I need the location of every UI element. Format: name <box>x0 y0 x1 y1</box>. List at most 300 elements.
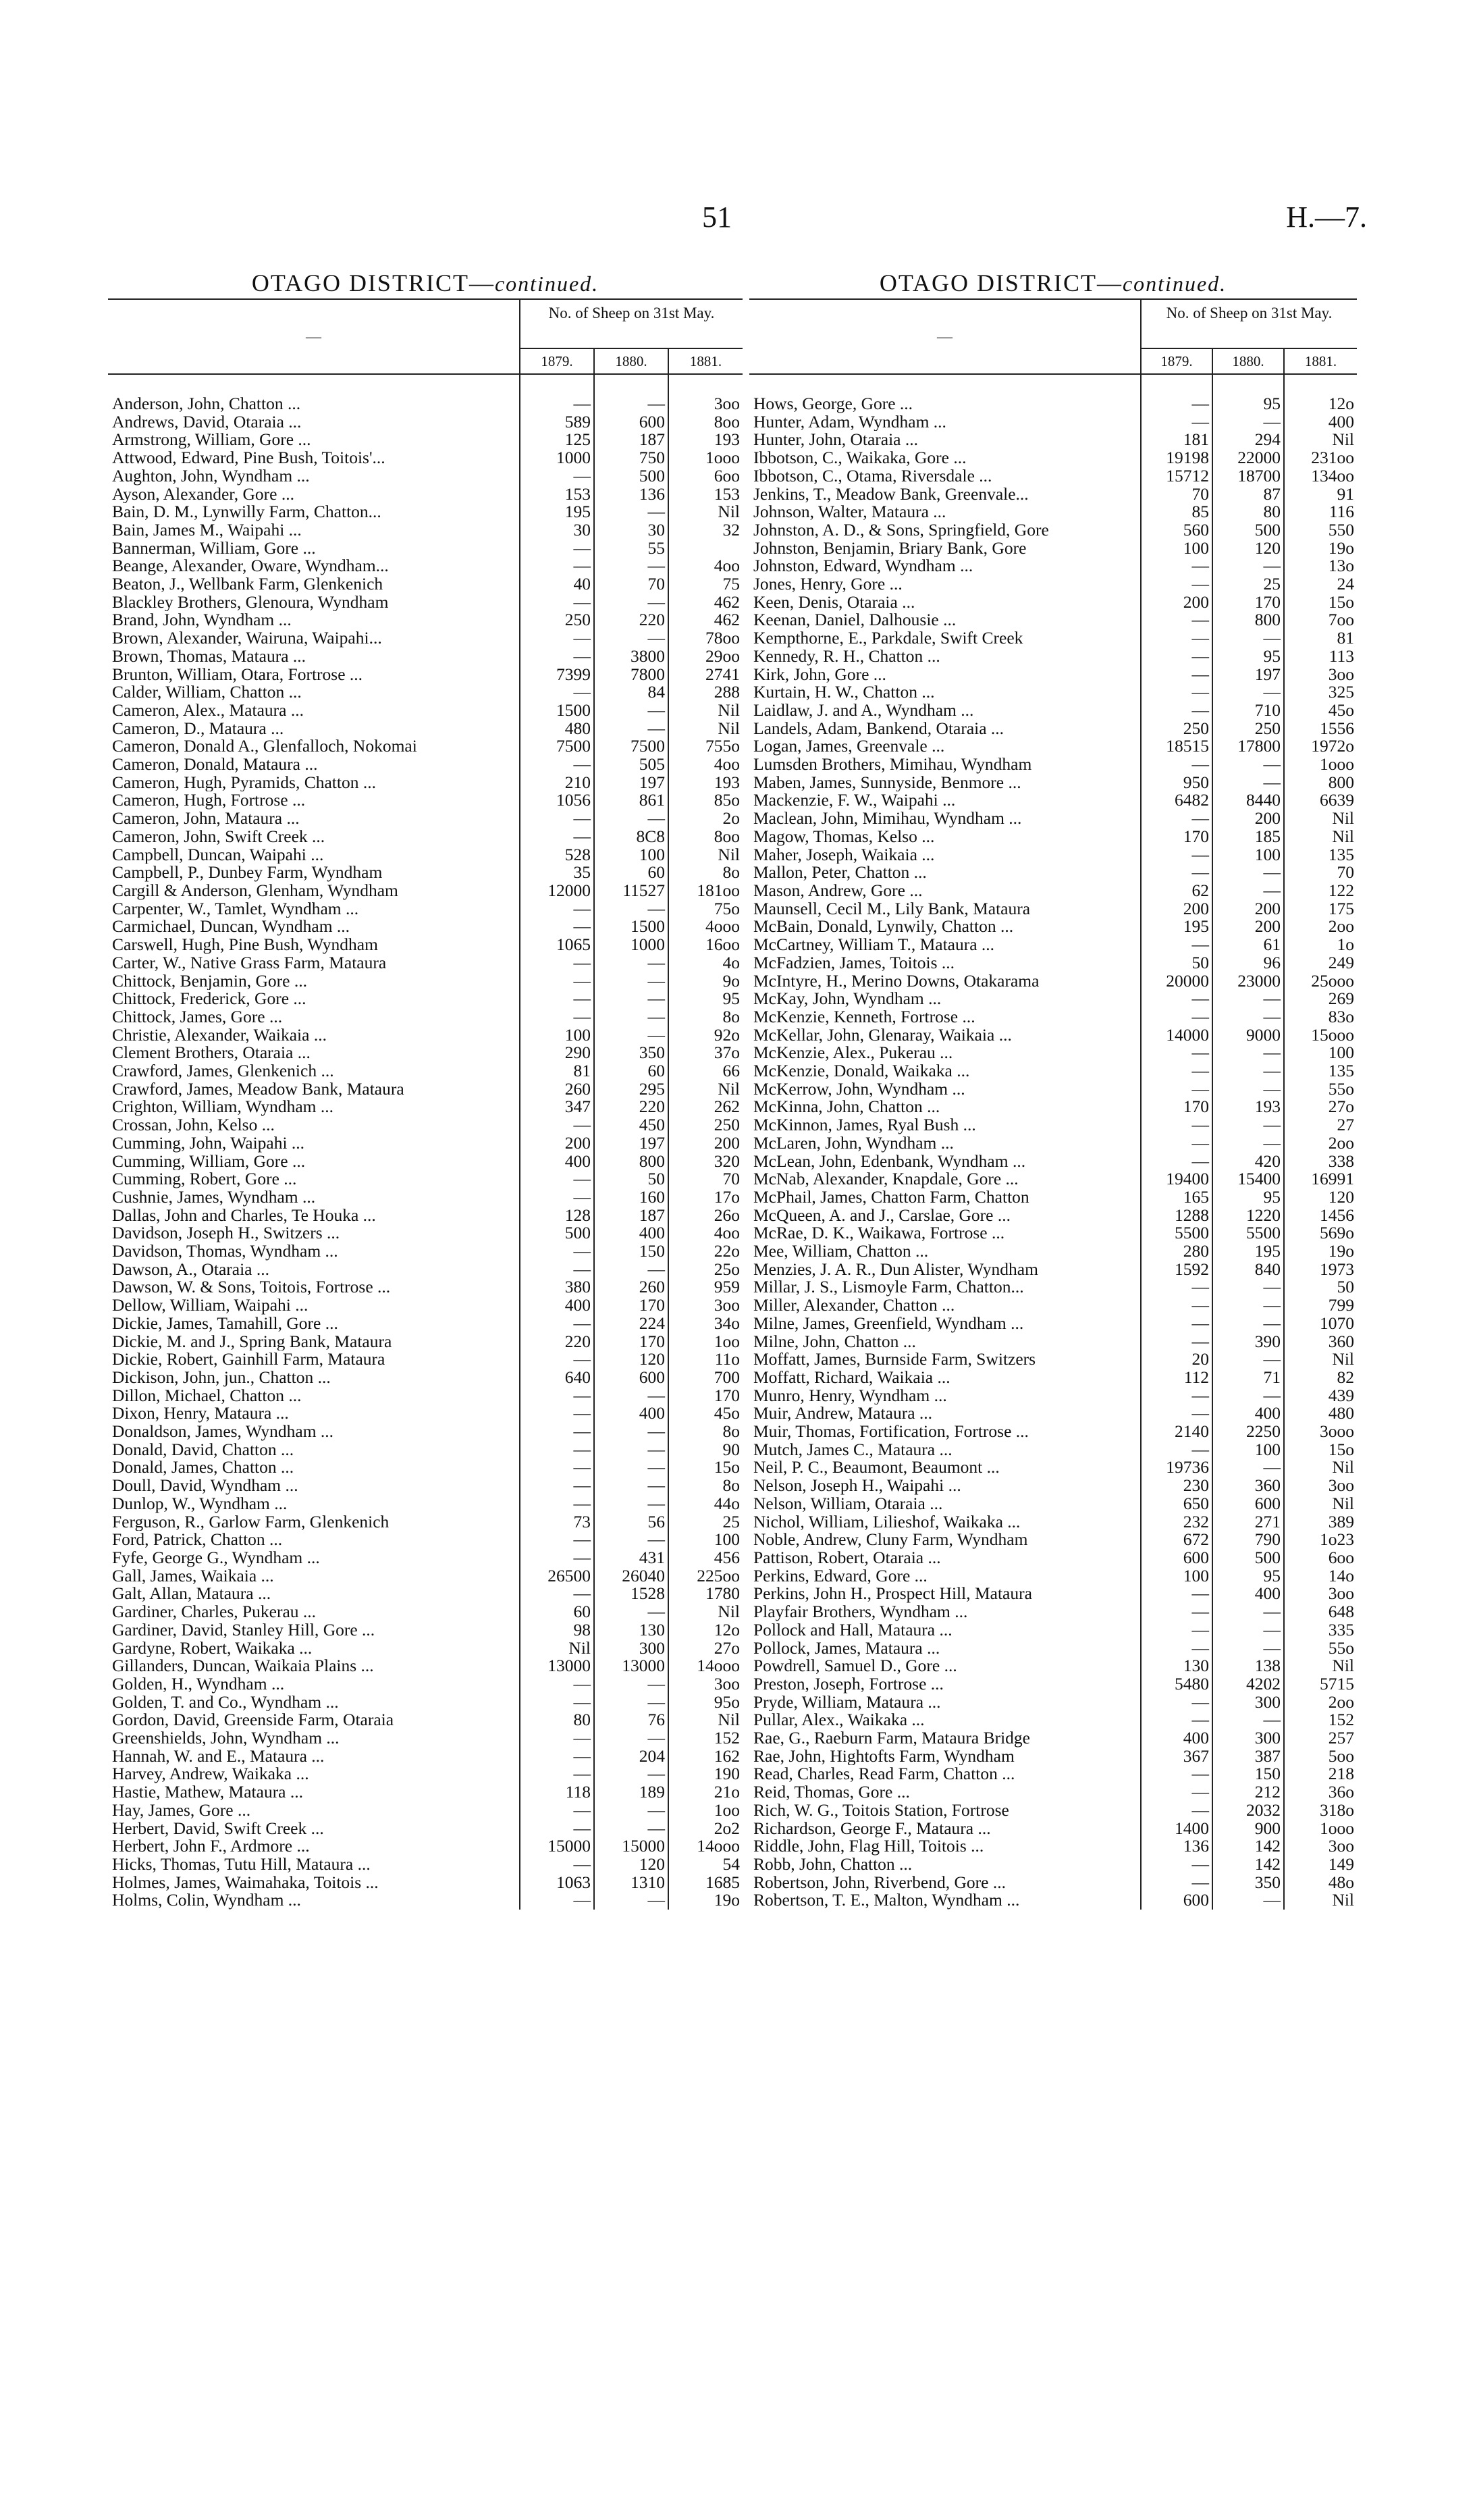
table-body <box>749 374 1357 1910</box>
owner-name-cell: Riddle, John, Flag Hill, Toitois ... <box>753 1837 984 1856</box>
sheep-count-cell: 431 <box>594 1549 668 1567</box>
table-row <box>749 575 1357 594</box>
owner-name-cell: Johnson, Walter, Mataura ... <box>753 503 946 521</box>
sheep-count-cell: 335 <box>1284 1621 1357 1639</box>
table-row <box>108 1242 743 1261</box>
sheep-count-cell: 120 <box>594 1856 668 1874</box>
owner-name-cell: Hastie, Mathew, Mataura ... <box>112 1783 304 1802</box>
sheep-count-cell: 350 <box>1212 1874 1284 1892</box>
table-row <box>749 828 1357 846</box>
table-row <box>749 521 1357 540</box>
owner-name-cell: Hows, George, Gore ... <box>753 394 913 413</box>
table-row <box>108 1261 743 1279</box>
table-row <box>108 1387 743 1405</box>
sheep-count-cell: — <box>1141 683 1212 702</box>
sheep-count-cell: 100 <box>668 1531 743 1549</box>
sheep-count-cell: 600 <box>1141 1891 1212 1910</box>
owner-name-cell: Blackley Brothers, Glenoura, Wyndham <box>112 593 389 612</box>
year-header: 1879. <box>1141 348 1212 374</box>
owner-name-cell: Kurtain, H. W., Chatton ... <box>753 683 935 702</box>
owner-name-cell: Fyfe, George G., Wyndham ... <box>112 1549 320 1567</box>
owner-name-cell: Aughton, John, Wyndham ... <box>112 467 310 485</box>
owner-name-cell: Bannerman, William, Gore ... <box>112 539 316 558</box>
owner-name-cell: Neil, P. C., Beaumont, Beaumont ... <box>753 1459 1000 1477</box>
table-row <box>108 1062 743 1080</box>
table-row <box>108 1513 743 1531</box>
owner-name-cell: McFadzien, James, Toitois ... <box>753 953 955 972</box>
sheep-count-cell: — <box>520 1477 594 1495</box>
table-row <box>749 1729 1357 1748</box>
owner-name-cell: Millar, J. S., Lismoyle Farm, Chatton... <box>753 1278 1024 1297</box>
table-row <box>749 1856 1357 1874</box>
owner-name-cell: Beange, Alexander, Oware, Wyndham... <box>112 557 389 576</box>
sheep-count-cell: — <box>1141 1278 1212 1296</box>
sheep-count-cell: 528 <box>520 846 594 864</box>
owner-name-cell: Beaton, J., Wellbank Farm, Glenkenich <box>112 575 383 594</box>
table-row <box>749 1026 1357 1045</box>
table-row <box>749 1098 1357 1116</box>
table-row <box>108 774 743 792</box>
table-row <box>749 1621 1357 1639</box>
sheep-count-cell: 367 <box>1141 1748 1212 1766</box>
owner-name-cell: Pollock, James, Mataura ... <box>753 1639 940 1658</box>
sheep-count-cell: 181oo <box>668 882 743 900</box>
owner-name-cell: Nelson, Joseph H., Waipahi ... <box>753 1477 961 1495</box>
owner-name-cell: McNab, Alexander, Knapdale, Gore ... <box>753 1170 1019 1188</box>
sheep-count-cell: 6oo <box>668 467 743 485</box>
sheep-count-cell: — <box>1141 1765 1212 1783</box>
table-row <box>108 1621 743 1639</box>
table-row <box>108 431 743 449</box>
sheep-count-cell: 112 <box>1141 1369 1212 1387</box>
table-row <box>749 900 1357 918</box>
sheep-count-cell: 1456 <box>1284 1207 1357 1225</box>
owner-name-cell: Andrews, David, Otaraia ... <box>112 413 302 431</box>
owner-name-cell: Pullar, Alex., Waikaka ... <box>753 1711 925 1730</box>
sheep-count-cell: — <box>1212 774 1284 792</box>
sheep-count-cell: 120 <box>1284 1188 1357 1207</box>
sheep-count-cell: — <box>1141 413 1212 431</box>
owner-name-cell: Richardson, George F., Mataura ... <box>753 1819 991 1838</box>
year-header: 1880. <box>1212 348 1284 374</box>
sheep-count-cell: 153 <box>668 485 743 504</box>
sheep-count-cell: — <box>1212 1891 1284 1910</box>
sheep-count-cell: — <box>594 900 668 918</box>
sheep-count-cell: — <box>1212 1080 1284 1099</box>
owner-name-cell: Ayson, Alexander, Gore ... <box>112 485 294 504</box>
table-row <box>108 1207 743 1225</box>
sheep-count-cell: — <box>520 1675 594 1694</box>
owner-name-cell: McKenzie, Kenneth, Fortrose ... <box>753 1007 975 1026</box>
sheep-count-cell: 500 <box>1212 1549 1284 1567</box>
sheep-count-cell: 200 <box>1212 810 1284 828</box>
owner-name-cell: Greenshields, John, Wyndham ... <box>112 1729 340 1748</box>
sheep-count-cell: 16991 <box>1284 1170 1357 1188</box>
sheep-count-cell: Nil <box>1284 828 1357 846</box>
table-row <box>749 810 1357 828</box>
sheep-count-cell: 12o <box>668 1621 743 1639</box>
sheep-count-cell: Nil <box>1284 431 1357 449</box>
sheep-count-cell: — <box>1141 1387 1212 1405</box>
sheep-count-cell: — <box>1141 1441 1212 1459</box>
owner-name-cell: Lumsden Brothers, Mimihau, Wyndham <box>753 756 1032 774</box>
owner-name-cell: Perkins, Edward, Gore ... <box>753 1567 928 1585</box>
table-row <box>749 1242 1357 1261</box>
table-row <box>108 990 743 1008</box>
sheep-count-cell: — <box>520 900 594 918</box>
owner-name-cell: Menzies, J. A. R., Dun Alister, Wyndham <box>753 1260 1038 1279</box>
sheep-count-cell: — <box>594 1603 668 1621</box>
sheep-count-cell: — <box>1141 629 1212 648</box>
sheep-count-cell: 15400 <box>1212 1170 1284 1188</box>
sheep-count-cell: 294 <box>1212 431 1284 449</box>
table-row <box>108 791 743 810</box>
table-row <box>108 1441 743 1459</box>
sheep-count-cell: — <box>1141 1639 1212 1658</box>
owner-name-cell: Maunsell, Cecil M., Lily Bank, Mataura <box>753 899 1031 918</box>
sheep-count-cell: — <box>594 1694 668 1712</box>
owner-name-cell: Attwood, Edward, Pine Bush, Toitois'... <box>112 449 385 467</box>
sheep-count-cell: — <box>520 1856 594 1874</box>
sheep-count-cell: 18700 <box>1212 467 1284 485</box>
owner-name-cell: Cameron, Hugh, Pyramids, Chatton ... <box>112 773 376 792</box>
owner-name-cell: Golden, H., Wyndham ... <box>112 1675 285 1694</box>
sheep-count-cell: — <box>520 1495 594 1513</box>
owner-name-cell: Powdrell, Samuel D., Gore ... <box>753 1657 957 1675</box>
owner-name-cell: Playfair Brothers, Wyndham ... <box>753 1603 968 1621</box>
sheep-count-cell: 2oo <box>1284 918 1357 936</box>
sheep-count-cell: — <box>594 1495 668 1513</box>
sheep-table-right <box>749 298 1357 1910</box>
owner-name-cell: Donald, David, Chatton ... <box>112 1440 294 1459</box>
owner-name-cell: McCartney, William T., Mataura ... <box>753 936 995 954</box>
table-row <box>108 557 743 575</box>
sheep-count-cell: 480 <box>520 720 594 738</box>
sheep-count-cell: 840 <box>1212 1261 1284 1279</box>
year-header: 1881. <box>1284 348 1357 374</box>
owner-name-cell: McKellar, John, Glenaray, Waikaia ... <box>753 1026 1012 1045</box>
sheep-count-cell: — <box>594 702 668 720</box>
sheep-count-cell: 4202 <box>1212 1675 1284 1694</box>
sheep-count-cell: — <box>520 1261 594 1279</box>
table-row <box>749 1495 1357 1513</box>
sheep-count-cell <box>668 540 743 558</box>
sheep-count-cell: 60 <box>594 1062 668 1080</box>
sheep-count-cell: Nil <box>1284 1891 1357 1910</box>
sheep-count-cell: 6639 <box>1284 791 1357 810</box>
sheep-count-cell: 21o <box>668 1783 743 1802</box>
sheep-count-cell: — <box>1141 1044 1212 1062</box>
sheep-count-cell: 3oo <box>668 374 743 413</box>
sheep-count-cell: 81 <box>520 1062 594 1080</box>
sheep-count-cell: 32 <box>668 521 743 540</box>
sheep-count-cell: 15000 <box>594 1837 668 1856</box>
table-row <box>749 882 1357 900</box>
table-row <box>749 1675 1357 1694</box>
sheep-count-cell: 200 <box>668 1134 743 1153</box>
owner-name-cell: Calder, William, Chatton ... <box>112 683 302 702</box>
sheep-count-cell: 400 <box>594 1224 668 1242</box>
sheep-count-cell: 5500 <box>1141 1224 1212 1242</box>
sheep-count-cell: 11o <box>668 1350 743 1369</box>
owner-name-cell: Crawford, James, Meadow Bank, Mataura <box>112 1080 404 1099</box>
sheep-count-cell: 22o <box>668 1242 743 1261</box>
sheep-count-cell: — <box>594 720 668 738</box>
sheep-count-cell: — <box>594 954 668 972</box>
owner-name-cell: Maben, James, Sunnyside, Benmore ... <box>753 773 1021 792</box>
sheep-count-cell: 600 <box>1141 1549 1212 1567</box>
owner-name-cell: Nelson, William, Otaraia ... <box>753 1494 943 1513</box>
owner-name-cell: Johnston, Edward, Wyndham ... <box>753 557 973 576</box>
sheep-count-cell: — <box>1212 1387 1284 1405</box>
owner-name-cell: Cameron, John, Mataura ... <box>112 810 300 828</box>
sheep-count-cell: 16oo <box>668 936 743 954</box>
sheep-count-cell: 9000 <box>1212 1026 1284 1045</box>
table-row <box>108 1891 743 1910</box>
sheep-count-cell: 91 <box>1284 485 1357 504</box>
owner-name-cell: Donald, James, Chatton ... <box>112 1459 294 1477</box>
owner-name-cell: Pryde, William, Mataura ... <box>753 1693 941 1712</box>
sheep-count-cell: 134oo <box>1284 467 1357 485</box>
table-row <box>749 1369 1357 1387</box>
sheep-count-cell: 19o <box>1284 540 1357 558</box>
sheep-count-cell: 799 <box>1284 1296 1357 1315</box>
sheep-count-cell: 12000 <box>520 882 594 900</box>
sheep-count-cell: 8C8 <box>594 828 668 846</box>
sheep-count-cell: 14ooo <box>668 1837 743 1856</box>
owner-name-cell: Christie, Alexander, Waikaia ... <box>112 1026 327 1045</box>
sheep-count-cell: 20000 <box>1141 972 1212 991</box>
owner-name-cell: Herbert, David, Swift Creek ... <box>112 1819 324 1838</box>
table-row <box>749 1603 1357 1621</box>
sheep-count-cell: 22000 <box>1212 449 1284 467</box>
sheep-count-cell: — <box>520 648 594 666</box>
owner-name-cell: Carter, W., Native Grass Farm, Mataura <box>112 953 387 972</box>
sheep-count-cell: 26500 <box>520 1567 594 1585</box>
sheep-count-cell: 640 <box>520 1369 594 1387</box>
sheep-count-cell: 7oo <box>1284 611 1357 629</box>
sheep-count-cell: 600 <box>1212 1495 1284 1513</box>
sheep-count-cell: 175 <box>1284 900 1357 918</box>
sheep-count-cell: 212 <box>1212 1783 1284 1802</box>
sheep-count-cell: — <box>520 1315 594 1333</box>
sheep-count-cell: 100 <box>1284 1044 1357 1062</box>
sheep-count-cell: — <box>1212 1134 1284 1153</box>
sheep-count-cell: 150 <box>594 1242 668 1261</box>
table-row <box>108 1080 743 1099</box>
owner-name-cell: Miller, Alexander, Chatton ... <box>753 1296 955 1315</box>
owner-name-cell: Herbert, John F., Ardmore ... <box>112 1837 310 1856</box>
sheep-count-cell: 400 <box>1284 413 1357 431</box>
title-text: OTAGO DISTRICT— <box>251 269 495 296</box>
sheep-count-cell: 800 <box>1284 774 1357 792</box>
sheep-count-cell: 260 <box>594 1278 668 1296</box>
table-row <box>749 485 1357 504</box>
sheep-count-cell: 1685 <box>668 1874 743 1892</box>
sheep-count-cell: 70 <box>668 1170 743 1188</box>
sheep-count-cell: — <box>594 1820 668 1838</box>
sheep-count-cell: — <box>520 1748 594 1766</box>
sheep-count-cell: — <box>594 1675 668 1694</box>
sheep-count-cell: — <box>1212 1278 1284 1296</box>
table-row <box>108 1837 743 1856</box>
sheep-count-cell: 13o <box>1284 557 1357 575</box>
table-row <box>749 1765 1357 1783</box>
sheep-count-cell: 257 <box>1284 1729 1357 1748</box>
owner-name-cell: Robertson, John, Riverbend, Gore ... <box>753 1873 1006 1892</box>
table-row <box>749 1748 1357 1766</box>
sheep-count-cell: 15712 <box>1141 467 1212 485</box>
table-row <box>749 954 1357 972</box>
sheep-count-cell: — <box>520 1531 594 1549</box>
sheep-count-cell: — <box>594 1729 668 1748</box>
owner-name-cell: Cumming, Robert, Gore ... <box>112 1170 297 1188</box>
sheep-count-cell: — <box>1212 557 1284 575</box>
sheep-count-cell: 197 <box>1212 666 1284 684</box>
sheep-count-cell: 187 <box>594 1207 668 1225</box>
table-row <box>108 1134 743 1153</box>
sheep-count-cell: — <box>1141 864 1212 882</box>
sheep-count-cell: 18515 <box>1141 737 1212 756</box>
sheep-count-cell: — <box>1212 1315 1284 1333</box>
table-row <box>108 485 743 504</box>
table-row <box>749 1477 1357 1495</box>
table-row <box>108 1531 743 1549</box>
sheep-count-cell: 135 <box>1284 1062 1357 1080</box>
sheep-count-cell: — <box>520 828 594 846</box>
sheep-count-cell: 8o <box>668 1423 743 1441</box>
sheep-count-cell: 232 <box>1141 1513 1212 1531</box>
sheep-count-cell: — <box>1141 990 1212 1008</box>
owner-name-cell: Carmichael, Duncan, Wyndham ... <box>112 918 350 937</box>
title-italic: continued. <box>1122 271 1227 296</box>
sheep-count-cell: 17o <box>668 1188 743 1207</box>
owner-name-cell: Holmes, James, Waimahaka, Toitois ... <box>112 1873 379 1892</box>
owner-name-cell: Hicks, Thomas, Tutu Hill, Mataura ... <box>112 1855 371 1874</box>
table-row <box>749 1802 1357 1820</box>
sheep-count-cell: — <box>520 1802 594 1820</box>
sheep-count-cell: 300 <box>1212 1729 1284 1748</box>
column-title <box>749 269 1357 298</box>
sheep-count-cell: 8o <box>668 864 743 882</box>
name-header: — <box>108 299 520 374</box>
table-row <box>108 900 743 918</box>
table-row <box>108 1170 743 1188</box>
sheep-count-cell: 162 <box>668 1748 743 1766</box>
sheep-count-cell: — <box>520 557 594 575</box>
owner-name-cell: Crighton, William, Wyndham ... <box>112 1098 333 1117</box>
sheep-count-cell: 90 <box>668 1441 743 1459</box>
sheep-count-cell: 462 <box>668 611 743 629</box>
sheep-count-cell: — <box>1141 1134 1212 1153</box>
owner-name-cell: Robertson, T. E., Malton, Wyndham ... <box>753 1891 1020 1910</box>
sheep-count-cell: 290 <box>520 1044 594 1062</box>
table-row <box>749 1116 1357 1134</box>
sheep-count-cell: — <box>1141 1783 1212 1802</box>
table-row <box>749 1134 1357 1153</box>
sheep-count-cell: 650 <box>1141 1495 1212 1513</box>
sheep-count-cell: — <box>520 990 594 1008</box>
owner-name-cell: Landels, Adam, Bankend, Otaraia ... <box>753 719 1004 738</box>
sheep-count-cell: 3800 <box>594 648 668 666</box>
sheep-count-cell: 95 <box>668 990 743 1008</box>
table-row <box>108 1856 743 1874</box>
sheep-count-cell: 45o <box>668 1405 743 1423</box>
owner-name-cell: Moffatt, Richard, Waikaia ... <box>753 1368 950 1387</box>
sheep-count-cell: 56 <box>594 1513 668 1531</box>
table-row <box>108 1585 743 1603</box>
sheep-count-cell: 338 <box>1284 1153 1357 1171</box>
sheep-count-cell: 2oo <box>1284 1134 1357 1153</box>
owner-name-cell: Rae, G., Raeburn Farm, Mataura Bridge <box>753 1729 1031 1748</box>
sheep-count-cell: 249 <box>1284 954 1357 972</box>
sheep-count-cell: 1528 <box>594 1585 668 1603</box>
sheep-count-cell: 95 <box>1212 1188 1284 1207</box>
sheep-count-cell: 3ooo <box>1284 1423 1357 1441</box>
sheep-count-cell: 295 <box>594 1080 668 1099</box>
sheep-count-cell: 400 <box>520 1296 594 1315</box>
sheep-count-cell: 210 <box>520 774 594 792</box>
table-row <box>108 575 743 594</box>
sheep-count-cell: — <box>520 467 594 485</box>
sheep-count-cell: 220 <box>594 1098 668 1116</box>
owner-name-cell: Cargill & Anderson, Glenham, Wyndham <box>112 881 398 900</box>
sheep-count-cell: 27o <box>1284 1098 1357 1116</box>
sheep-count-cell: 300 <box>1212 1694 1284 1712</box>
owner-name-cell: Perkins, John H., Prospect Hill, Mataura <box>753 1585 1032 1604</box>
sheep-count-cell: 170 <box>594 1333 668 1351</box>
sheep-count-cell: — <box>1141 1008 1212 1026</box>
table-row <box>749 594 1357 612</box>
table-row <box>749 1513 1357 1531</box>
sheep-count-cell: 325 <box>1284 683 1357 702</box>
owner-name-cell: Logan, James, Greenvale ... <box>753 737 945 756</box>
table-row <box>749 683 1357 702</box>
sheep-count-cell: — <box>594 972 668 991</box>
sheep-count-cell: 26040 <box>594 1567 668 1585</box>
owner-name-cell: Nichol, William, Lilieshof, Waikaka ... <box>753 1513 1021 1531</box>
sheep-count-cell: Nil <box>668 1080 743 1099</box>
table-row <box>749 1153 1357 1171</box>
owner-name-cell: Ford, Patrick, Chatton ... <box>112 1531 283 1549</box>
sheep-count-cell: 1000 <box>594 936 668 954</box>
sheep-count-cell: — <box>1141 1585 1212 1603</box>
sheep-count-cell: — <box>594 374 668 413</box>
sheep-count-cell: 181 <box>1141 431 1212 449</box>
table-row <box>108 1639 743 1658</box>
sheep-count-cell: — <box>1212 1459 1284 1477</box>
sheep-count-cell: 600 <box>594 1369 668 1387</box>
owner-name-cell: Rae, John, Hightofts Farm, Wyndham <box>753 1747 1015 1766</box>
sheep-count-cell: 61 <box>1212 936 1284 954</box>
sheep-count-cell: 17800 <box>1212 737 1284 756</box>
owner-name-cell: Noble, Andrew, Cluny Farm, Wyndham <box>753 1531 1028 1549</box>
sheep-count-cell: 170 <box>1212 594 1284 612</box>
sheep-count-cell: 400 <box>594 1405 668 1423</box>
sheep-count-cell: 1065 <box>520 936 594 954</box>
table-row <box>108 972 743 991</box>
sheep-count-cell: 19400 <box>1141 1170 1212 1188</box>
sheep-count-cell: 1972o <box>1284 737 1357 756</box>
sheep-count-cell: — <box>1141 756 1212 774</box>
sheep-count-cell: 2o <box>668 810 743 828</box>
sheep-count-cell: 1o23 <box>1284 1531 1357 1549</box>
sheep-count-cell: Nil <box>668 846 743 864</box>
table-row <box>108 737 743 756</box>
sheep-count-cell: 500 <box>594 467 668 485</box>
owner-name-cell: Hannah, W. and E., Mataura ... <box>112 1747 325 1766</box>
sheep-count-cell: 197 <box>594 1134 668 1153</box>
